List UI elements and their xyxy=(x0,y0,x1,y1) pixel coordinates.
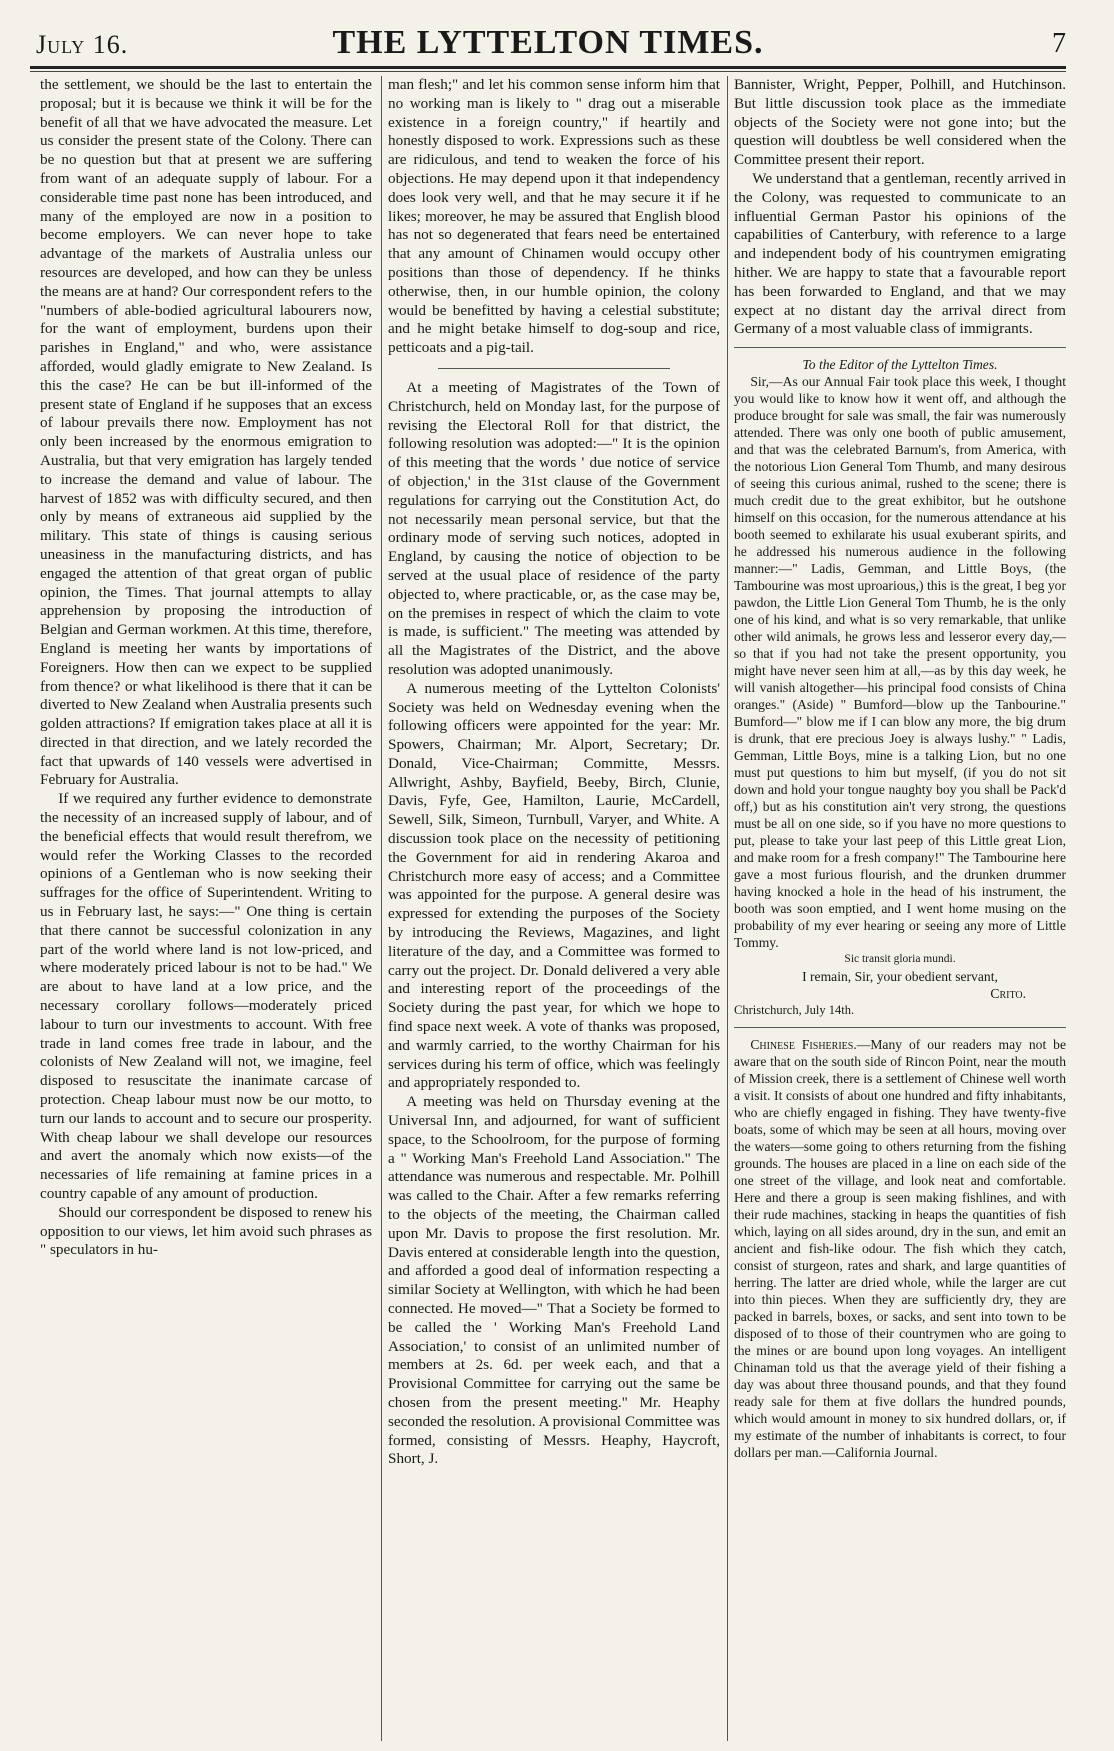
letter-motto: Sic transit gloria mundi. xyxy=(844,953,956,966)
column-divider xyxy=(727,76,728,1741)
masthead-rule-thin xyxy=(30,71,1066,72)
article-paragraph: man flesh;" and let his common sense inform him that no working man is likely to " drag out a miserable existence in a foreign country," if heartily and honestly disposed to work. Expressions such as these are ridiculous, and tend to weaken the force of his objections. He may depend upon it that independency does look very well, and that he may secure it if he likes; moreover, he may be assured that English blood has not so degenerated that fears need be entertained that any amount of Chinamen would occupy other positions than those of dependency. If he thinks otherwise, then, in our humble opinion, the colony would be benefitted by having a celestial substitute; and he might betake himself to dog-soup and rice, petticoats and a pig-tail. xyxy=(388,76,720,357)
fisheries-title: Chinese Fisheries. xyxy=(750,1037,857,1053)
column-1 xyxy=(40,76,372,1741)
article-separator xyxy=(438,368,670,369)
column-3 xyxy=(734,76,1066,1741)
column-2 xyxy=(388,76,720,1741)
masthead xyxy=(30,22,1066,62)
fisheries-body: —Many of our readers may not be aware that on the south side of Rincon Point, near the mouth of Mission creek, there is a settlement of Chinese well worth a visit. It consists of about one hundred and fifty inhabitants, who are chiefly engaged in fishing. They have twenty-five boats, some of which may be seen at all hours, moving over the waters—some going to others returning from the fishing grounds. The houses are placed in a line on each side of the one street of the village, and look neat and comfortable. Here and there a group is seen making fishlines, and with their rude machines, stacking in heaps the quantities of fish which, laying on all sides around, dry in the sun, and emit an ancient and fish-like odour. The fish which they catch, consist of sturgeon, rates and shark, and large quantities of herring. The latter are dried whole, while the larger are cut into thin pieces. When they are sufficiently dry, they are packed in barrels, boxes, or sacks, and sent into town to be disposed of to those of their countrymen who are going to the mines or are bound upon long voyages. An intelligent Chinaman told us that the average yield of their fishing a day was about three thousand pounds, and that they found ready sale for them at five dollars the hundred pounds, which would amount in money to six hundred dollars, or, if my estimate of the number of inhabitants is correct, to four dollars per man.—California Journal. xyxy=(734,1037,1066,1461)
article-separator xyxy=(734,1027,1066,1028)
letter-to-editor xyxy=(734,356,1066,1019)
letter-closing: I remain, Sir, your obedient servant, xyxy=(802,969,998,985)
page-number: 7 xyxy=(1052,28,1066,59)
article-paragraph: Should our correspondent be disposed to renew his opposition to our views, let him avoid such phrases as " speculators in hu- xyxy=(40,1203,372,1259)
article-paragraph: If we required any further evidence to demonstrate the necessity of an increased supply of labour, and of the beneficial effects that would result therefrom, we would refer the Working Classes to the recorded opinions of a Gentleman who is now seeking their suffrages for the office of Superintendent. Writing to us in February last, he says:—" One thing is certain that there cannot be successful colonization in any part of the world where land is not low-priced, and where moderately priced labour is not to be had." We are about to have land at a low price, and the necessary corollary follows—moderately priced labour to turn our investments to account. With free trade in land comes free trade in labour, and the colonists of New Zealand will not, we imagine, feel disposed to resuscitate the inanimate carcase of protection. Cheap labour must now be our motto, to turn our lands to account and to secure our prosperity. With cheap labour we shall develope our resources and avert the anomaly which now exists—of the necessaries of life remaining at famine prices in a country capable of any amount of production. xyxy=(40,790,372,1203)
magistrates-paragraph: At a meeting of Magistrates of the Town of Christchurch, held on Monday last, for the purpose of revising the Electoral Roll for that district, the following resolution was adopted:—" It is the opinion of this meeting that the words ' due notice of service of objection,' in the 31st clause of the Government regulations for carrying out the Constitution Act, do not necessarily mean personal service, but that the ordinary mode of serving such notices, adopted in England, by causing the notice of objection to be served at the usual place of residence of the party objected to, where practicable, or, as the case may be, on the premises in respect of which the claim to vote is made, is sufficient." The meeting was attended by all the Magistrates of the District, and the above resolution was adopted unanimously. xyxy=(388,378,720,678)
land-association-paragraph: A meeting was held on Thursday evening at the Universal Inn, and adjourned, for want of sufficient space, to the Schoolroom, for the purpose of forming a " Working Man's Freehold Land Association." The attendance was numerous and respectable. Mr. Polhill was called to the Chair. After a few remarks referring to the objects of the meeting, the Chairman called upon Mr. Davis to propose the first resolution. Mr. Davis entered at considerable length into the question, and afforded a good deal of information respecting a similar Society at Wellington, with which he had been connected. He moved—" That a Society be formed to be called the ' Working Man's Freehold Land Association,' to consist of an unlimited number of members at 2s. 6d. per week each, and that a Provisional Committee for carrying out the same be chosen from the present meeting." Mr. Heaphy seconded the resolution. A provisional Committee was formed, consisting of Messrs. Heaphy, Haycroft, Short, J. xyxy=(388,1093,720,1468)
letter-body: Sir,—As our Annual Fair took place this week, I thought you would like to know how it went off, and although the produce brought for sale was small, the fair was numerously attended. There was only one booth of public amusement, and that was the celebrated Barnum's, from America, with the notorious Lion General Tom Thumb, and many desirous of seeing this curious animal, rushed to the scene; there is much credit due to the great exhibitor, but he outshone himself on this occasion, for the numerous attendance at his booth seemed to exhilarate his usual exuberant spirits, and he addressed his numerous audience in the following manner:—" Ladis, Gemman, and Little Boys, (the Tambourine was most uproarious,) this is the great, I beg yor pawdon, the Little Lion General Tom Thumb, he is the only one of his kind, and what is so very remarkable, that unlike other wild animals, he grows less and lesseror every day,—so that if you had not take the present opportunity, you might have never seen him at all,—as by this day week, he will vanish altogether—his principal food consists of China oranges." (Aside) " Bumford—blow up the Tanbourine." Bumford—" blow me if I can blow any more, the big drum is drunk, that ere precious Joey is always lushy." " Ladis, Gemman, Little Boys, mine is a talking Lion, but no one must put questions to him but myself, (if you do not sit down and hold your tongue naughty boy you shall be Pack'd off,) but as his constitution ain't very strong, the questions must be all on one side, so if you have no more questions to put, please to take your last peep of this Little great Lion, and make room for a fresh company!" The Tambourine here gave a most furious flourish, and the drunken drummer having knocked a hole in the head of his instrument, the booth was soon emptied, and I went home musing on the probability of my ever hearing or seeing any more of Little Tommy. xyxy=(734,374,1066,951)
letter-signature: Crito. xyxy=(990,986,1026,1002)
column-divider xyxy=(381,76,382,1741)
article-separator xyxy=(734,347,1066,348)
article-paragraph: the settlement, we should be the last to entertain the proposal; but it is because we think it will be for the benefit of all that we have advocated the measure. Let us consider the present state of the Colony. There can be no question but that at present we are suffering from want of an adequate supply of labour. For a considerable time past none has been introduced, and many of the employed are now in a position to become employers. We can never hope to take advantage of the markets of Australia unless our resources are developed, and how can they be unless the means are at hand? Our correspondent refers to the "numbers of able-bodied agricultural labourers now, for the want of employment, burdens upon their parishes in England," and who, were assistance afforded, would gladly emigrate to New Zealand. Is this the case? He can be but ill-informed of the present state of England if he supposes that an excess of labour prevails there now. Employment has not only been increased by the enormous emigration to Australia, but that very emigration has largely tended to increase the demand and value of labour. The harvest of 1852 was with difficulty secured, and then only by means of extraneous aid supplied by the military. This state of things is causing serious uneasiness in the manufacturing districts, and has engaged the attention of that great organ of public opinion, the Times. That journal attempts to allay apprehension by proposing the introduction of Belgian and German workmen. At this time, therefore, England is meeting her wants by importations of Foreigners. How then can we expect to be supplied from thence? or what likelihood is there that it can be diverted to New Zealand when Australia presents such golden attractions? If emigration takes place at all it is directed in that direction, and we lately recorded the fact that upwards of 140 vessels were advertised in February for Australia. xyxy=(40,76,372,789)
letter-heading: To the Editor of the Lyttelton Times. xyxy=(802,357,998,373)
colonists-society-paragraph: A numerous meeting of the Lyttelton Colonists' Society was held on Wednesday evening when the following officers were appointed for the year: Mr. Spowers, Chairman; Mr. Alport, Secretary; Dr. Donald, Vice-Chairman; Committe, Messrs. Allwright, Ashby, Bayfield, Beeby, Birch, Clunie, Davis, Fyfe, Gee, Hamilton, Laurie, McCardell, Sewell, Silk, Simeon, Turnbull, Varyer, and White. A discussion took place on the necessity of petitioning the Government for aid in rendering Akaroa and Christchurch more easy of access; and a Committee was appointed for the purpose. A general desire was expressed for extending the purposes of the Society by introducing the Reviews, Magazines, and light literature of the day, and a Committee was formed to carry out the project. Dr. Donald delivered a very able and interesting report of the proceedings of the Society during the past year, for which we hope to find space next week. A vote of thanks was proposed, and warmly carried, to the worthy Chairman for his services during his term of office, which was feelingly and appropriately responded to. xyxy=(388,679,720,1092)
newspaper-title: THE LYTTELTON TIMES. xyxy=(332,24,764,61)
fisheries-article xyxy=(734,1036,1066,1461)
issue-date: July 16. xyxy=(36,30,129,59)
masthead-rule xyxy=(30,66,1066,69)
german-immigrants-paragraph: We understand that a gentleman, recently arrived in the Colony, was requested to communicate to an influential German Pastor his opinions of the capabilities of Canterbury, with reference to a large and independent body of his countrymen emigrating hither. We are happy to state that a favourable report has been forwarded to England, and that we may expect at no distant day the arrival direct from Germany of a most valuable class of immigrants. xyxy=(734,169,1066,338)
letter-dateline: Christchurch, July 14th. xyxy=(734,1003,855,1018)
article-paragraph: Bannister, Wright, Pepper, Polhill, and Hutchinson. But little discussion took place as the immediate objects of the Society were not gone into; but the question will doubtless be well considered when the Committee present their report. xyxy=(734,76,1066,169)
